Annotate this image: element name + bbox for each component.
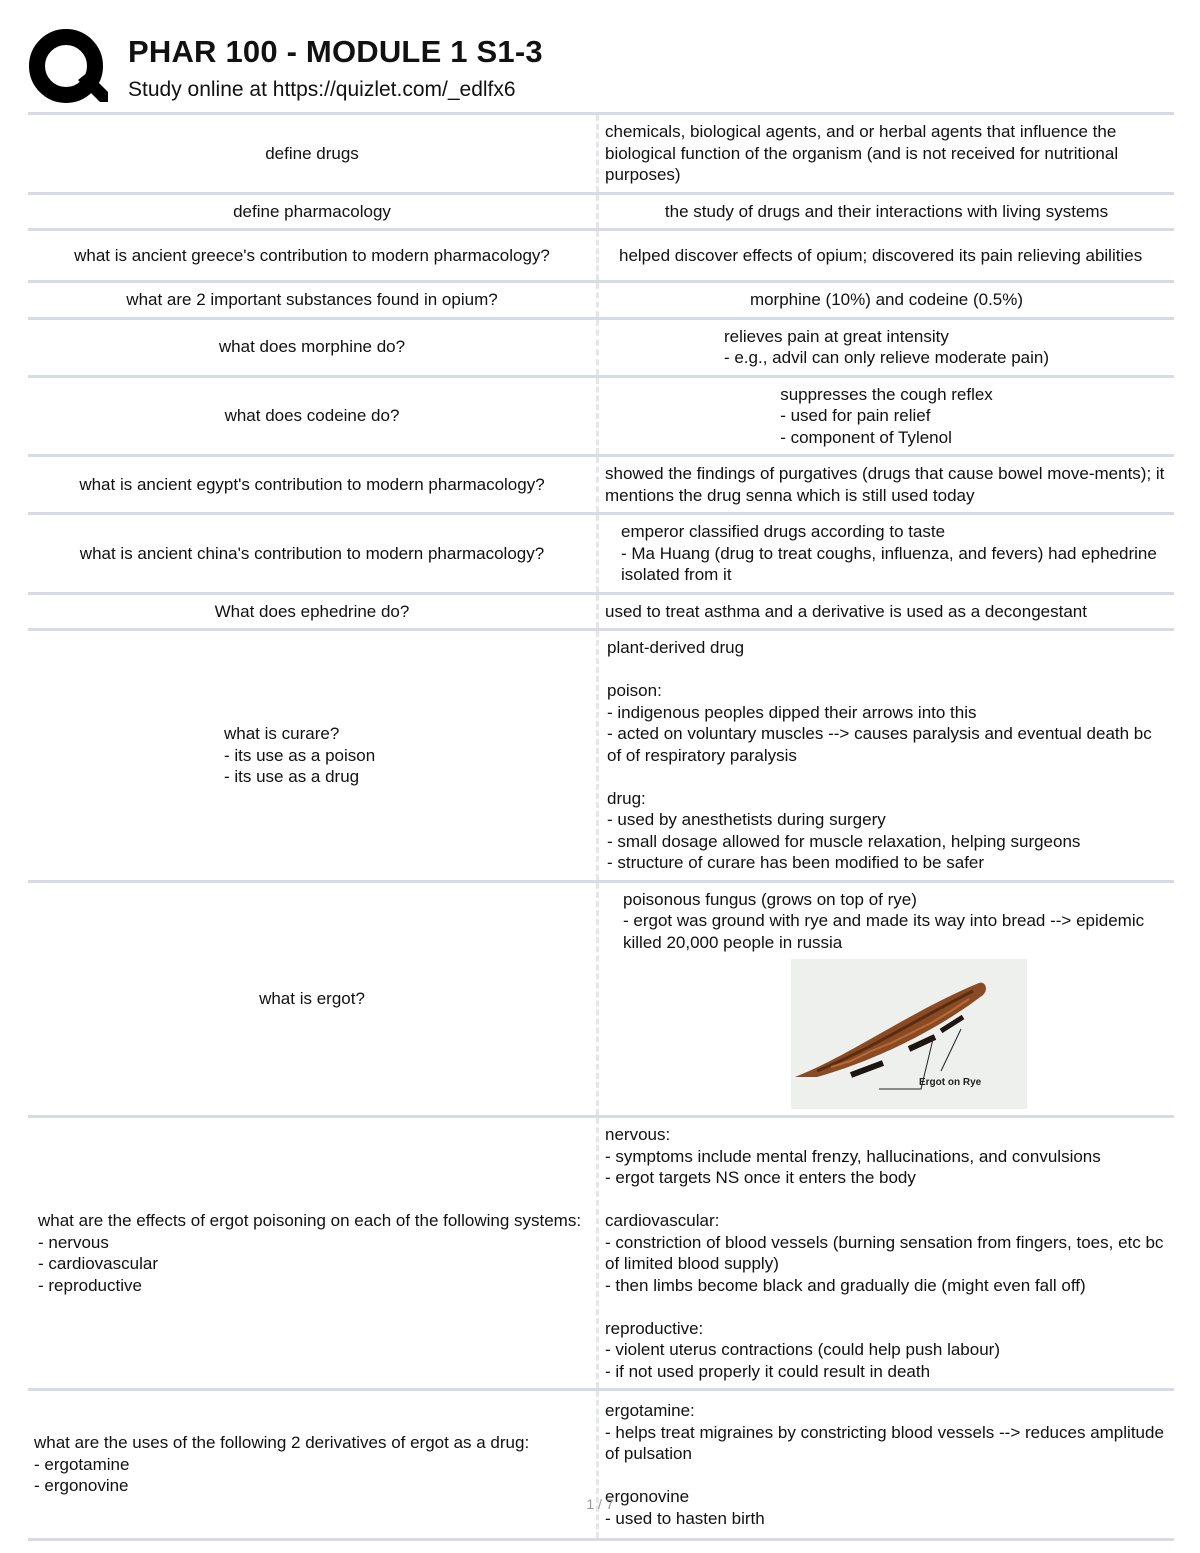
table-row bbox=[28, 1117, 1174, 1390]
flashcard-table bbox=[28, 112, 1174, 1541]
definition-text: morphine (10%) and codeine (0.5%) bbox=[749, 290, 1024, 309]
term-text: what is curare? - its use as a poison - its use as a drug bbox=[224, 724, 376, 786]
term-cell: define drugs bbox=[28, 114, 598, 194]
table-row bbox=[28, 230, 1174, 282]
term-cell: what is ergot? bbox=[28, 881, 598, 1117]
table-row bbox=[28, 376, 1174, 456]
definition-cell: showed the findings of purgatives (drugs that cause bowel move-ments); it mentions the drug senna which is still used today bbox=[598, 456, 1175, 514]
header bbox=[28, 28, 1178, 112]
definition-cell: ergotamine: - helps treat migraines by constricting blood vessels --> reduces amplitude of pulsation ergonovine - used to hasten birth bbox=[598, 1390, 1175, 1540]
term-cell: what is ancient egypt's contribution to modern pharmacology? bbox=[28, 456, 598, 514]
definition-cell: nervous: - symptoms include mental frenzy, hallucinations, and convulsions - ergot targets NS once it enters the body cardiovascular: - constriction of blood vessels (burning sensation from fingers, toes, etc bc of limited blood supply) - then limbs become black and gradually die (might even fall off) reproductive: - violent uterus contractions (could help push labour) - if not used properly it could result in death bbox=[598, 1117, 1175, 1390]
table-row bbox=[28, 114, 1174, 194]
term-cell: what does morphine do? bbox=[28, 318, 598, 376]
definition-text: the study of drugs and their interactions with living systems bbox=[664, 201, 1109, 221]
definition-cell bbox=[598, 282, 1175, 319]
definition-cell: chemicals, biological agents, and or herbal agents that influence the biological function of the organism (and is not received for nutritional purposes) bbox=[598, 114, 1175, 194]
table-row bbox=[28, 593, 1174, 630]
definition-text: suppresses the cough reflex - used for pain relief - component of Tylenol bbox=[780, 384, 993, 447]
table-row bbox=[28, 193, 1174, 230]
definition-cell: plant-derived drug poison: - indigenous peoples dipped their arrows into this - acted on voluntary muscles --> causes paralysis and eventual death bc of of respiratory paralysis drug: - used by anesthetists during surgery - small dosage allowed for muscle relaxation, helping surgeons - structure of curare has been modified to be safer bbox=[598, 630, 1175, 882]
term-cell: what are the effects of ergot poisoning on each of the following systems: - nervous - cardiovascular - reproductive bbox=[28, 1117, 598, 1390]
page-number: 1 / 7 bbox=[586, 1496, 614, 1512]
definition-cell bbox=[598, 318, 1175, 376]
definition-text: helped discover effects of opium; discovered its pain relieving abilities bbox=[619, 245, 1143, 265]
definition-text: relieves pain at great intensity - e.g., advil can only relieve moderate pain) bbox=[723, 326, 1050, 367]
ergot-on-rye-image bbox=[791, 959, 1027, 1109]
term-cell: what are 2 important substances found in opium? bbox=[28, 282, 598, 319]
term-cell: what are the uses of the following 2 derivatives of ergot as a drug: - ergotamine - ergonovine bbox=[28, 1390, 598, 1540]
term-cell: what is ancient china's contribution to modern pharmacology? bbox=[28, 514, 598, 594]
page-subtitle: Study online at https://quizlet.com/_edlfx6 bbox=[128, 78, 516, 101]
definition-cell: used to treat asthma and a derivative is used as a decongestant bbox=[598, 593, 1175, 630]
table-row bbox=[28, 514, 1174, 594]
term-cell: define pharmacology bbox=[28, 193, 598, 230]
term-cell: what is ancient greece's contribution to modern pharmacology? bbox=[28, 230, 598, 282]
definition-cell bbox=[598, 376, 1175, 456]
table-row bbox=[28, 282, 1174, 319]
definition-cell bbox=[598, 193, 1175, 230]
table-row bbox=[28, 318, 1174, 376]
definition-cell bbox=[598, 881, 1175, 1117]
term-cell: what does codeine do? bbox=[28, 376, 598, 456]
term-cell bbox=[28, 630, 598, 882]
definition-cell: emperor classified drugs according to taste - Ma Huang (drug to treat coughs, influenza, and fevers) had ephedrine isolated from it bbox=[598, 514, 1175, 594]
page-title: PHAR 100 - MODULE 1 S1-3 bbox=[128, 34, 543, 69]
definition-text: poisonous fungus (grows on top of rye) - ergot was ground with rye and made its way into bread --> epidemic killed 20,000 people in russia bbox=[623, 889, 1145, 952]
quizlet-logo-icon bbox=[28, 28, 108, 108]
definition-cell bbox=[598, 230, 1175, 282]
term-cell: What does ephedrine do? bbox=[28, 593, 598, 630]
table-row bbox=[28, 1390, 1174, 1540]
table-row bbox=[28, 630, 1174, 882]
table-row bbox=[28, 881, 1174, 1117]
image-caption: Ergot on Rye bbox=[919, 1077, 982, 1088]
table-row bbox=[28, 456, 1174, 514]
